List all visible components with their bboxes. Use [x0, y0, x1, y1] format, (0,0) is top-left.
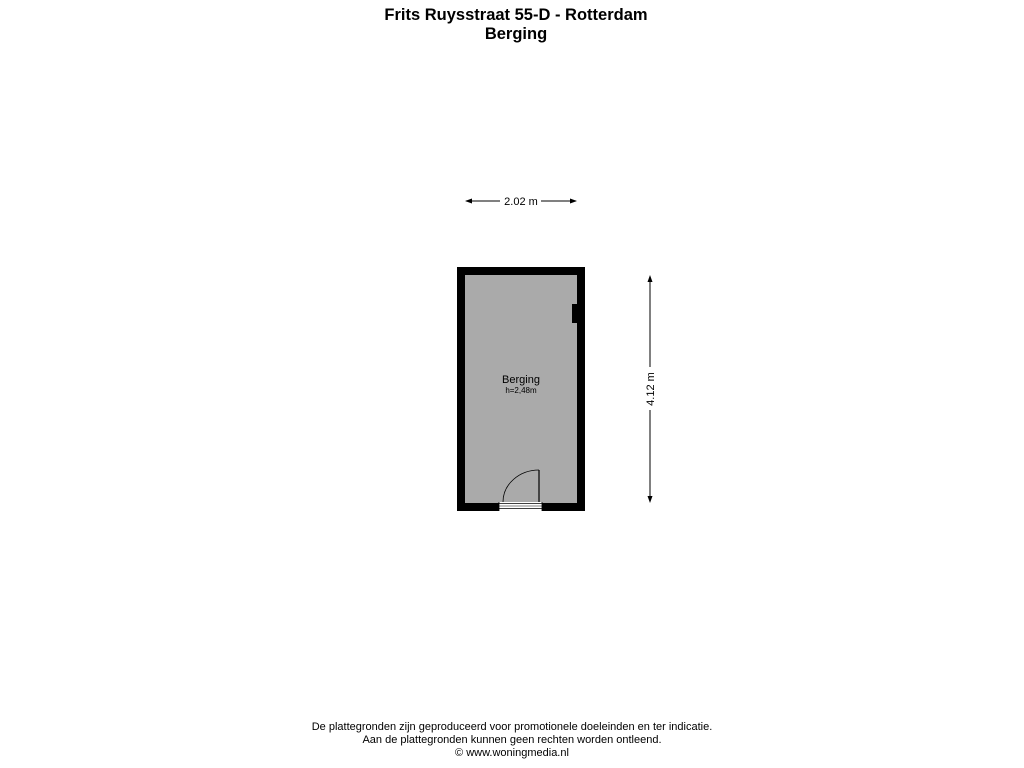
storage-room [457, 267, 585, 512]
room-name-label: Berging [502, 374, 540, 386]
room-height-label: h=2,48m [505, 386, 537, 395]
wall-stub [572, 304, 578, 323]
floor-title: Berging [484, 25, 548, 43]
disclaimer-line-1: De plattegronden zijn geproduceerd voor promotionele doeleinden en ter indicatie. [311, 721, 713, 733]
disclaimer-line-2: Aan de plattegronden kunnen geen rechten worden ontleend. [362, 734, 662, 746]
disclaimer-footer [0, 721, 1024, 760]
arrow-right-icon [570, 199, 577, 204]
arrow-down-icon [648, 496, 653, 503]
depth-dimension-label: 4.12 m [645, 372, 657, 406]
width-dimension [465, 196, 577, 208]
depth-dimension [645, 275, 657, 503]
width-dimension-label: 2.02 m [504, 196, 538, 208]
arrow-up-icon [648, 275, 653, 282]
copyright-line: © www.woningmedia.nl [455, 747, 569, 759]
address-title: Frits Ruysstraat 55-D - Rotterdam [384, 6, 648, 24]
arrow-left-icon [465, 199, 472, 204]
